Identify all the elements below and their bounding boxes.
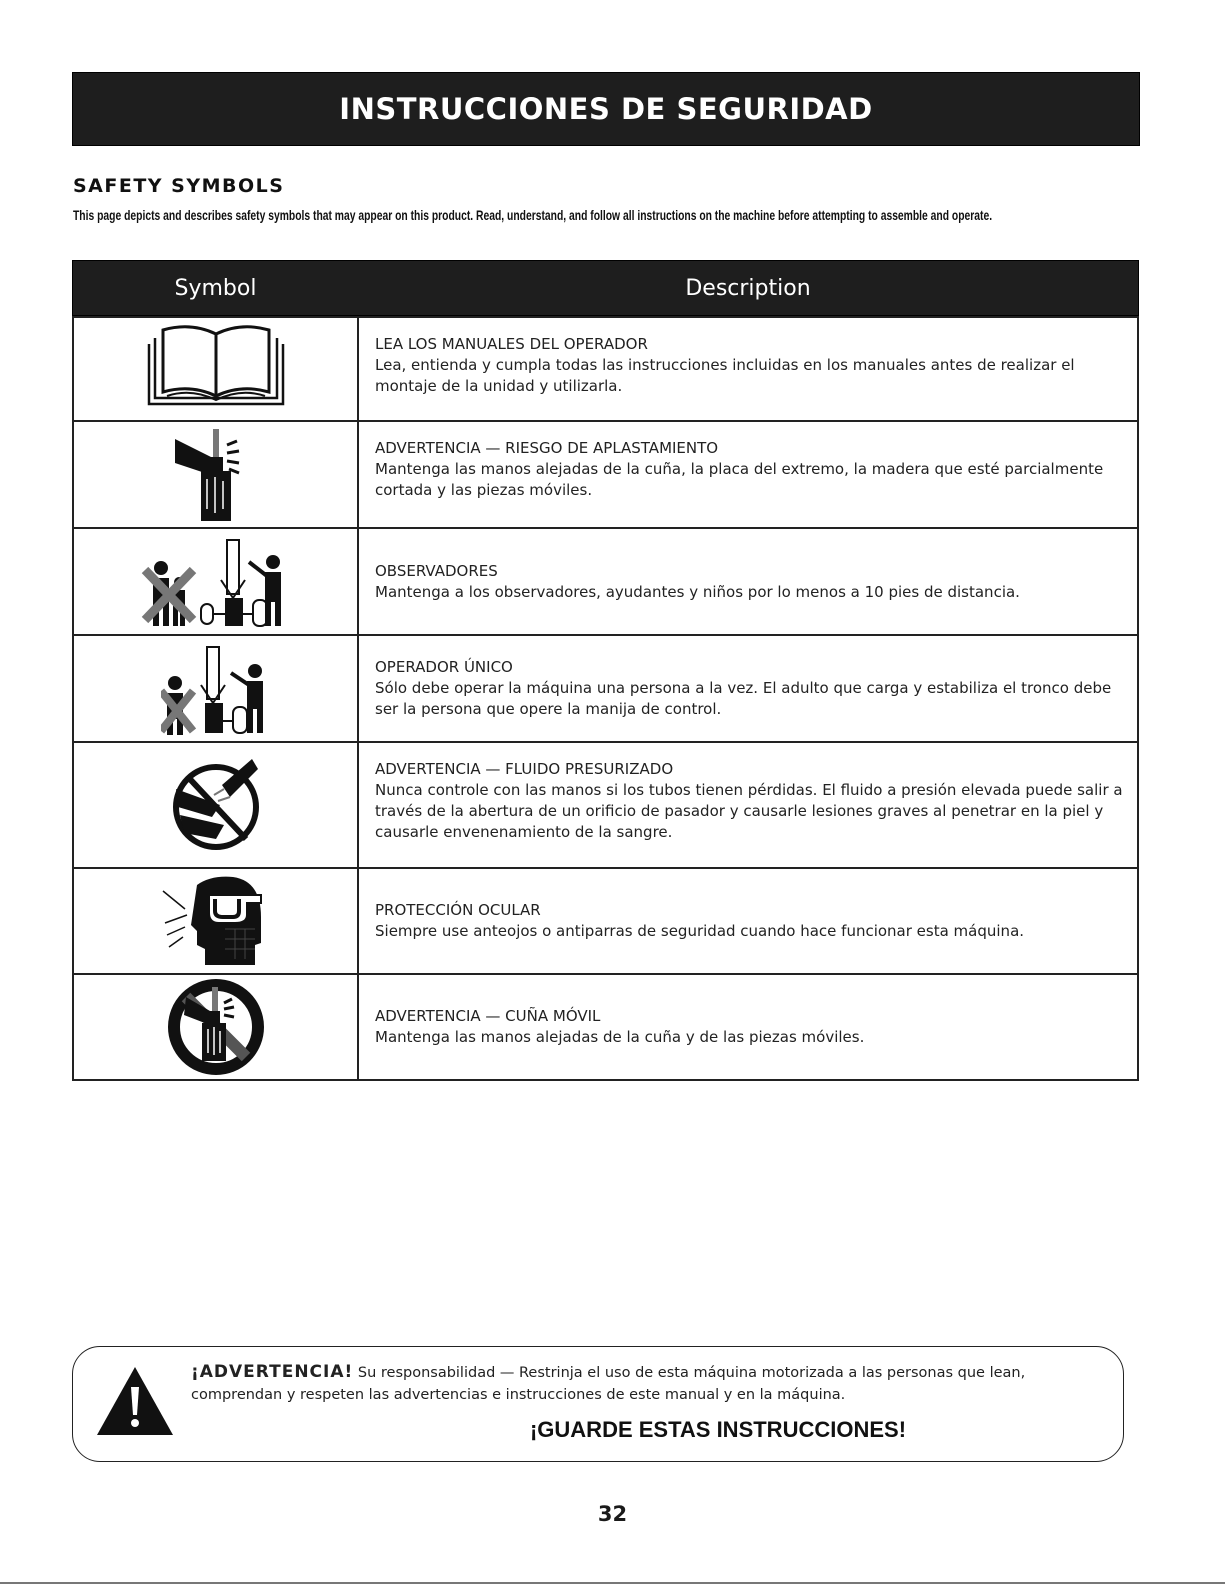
warning-body: Su responsabilidad — Restrinja el uso de esta máquina motorizada a las personas que lean, comprendan y respeten las advertencias e instrucciones de este manual y en la máquina. — [191, 1365, 1026, 1403]
table-row — [72, 975, 1139, 1081]
row-text: Siempre use anteojos o antiparras de seguridad cuando hace funcionar esta máquina. — [375, 922, 1025, 940]
moving-wedge-icon — [166, 977, 266, 1077]
warning-box — [72, 1346, 1124, 1462]
table-row — [72, 529, 1139, 636]
description-cell — [359, 975, 1137, 1079]
page-banner — [72, 72, 1140, 146]
page-number: 32 — [597, 1502, 628, 1526]
save-instructions: ¡GUARDE ESTAS INSTRUCCIONES! — [529, 1417, 907, 1442]
safety-symbols-table — [72, 260, 1139, 1081]
description-cell — [359, 869, 1137, 973]
description-cell — [359, 636, 1137, 741]
description-cell — [359, 422, 1137, 527]
row-text: Lea, entienda y cumpla todas las instrucciones incluidas en los manuales antes de realizar el montaje de la unidad y utilizarla. — [375, 356, 1075, 395]
crush-hazard-icon — [171, 427, 261, 523]
description-cell — [359, 529, 1137, 634]
row-title: OBSERVADORES — [375, 561, 498, 580]
description-cell — [359, 318, 1137, 420]
symbol-cell — [74, 975, 359, 1079]
row-text: Sólo debe operar la máquina una persona a la vez. El adulto que carga y estabiliza el tronco debe ser la persona que opere la manija de control. — [375, 679, 1112, 718]
table-row — [72, 743, 1139, 869]
bottom-divider — [0, 1582, 1225, 1584]
row-title: LEA LOS MANUALES DEL OPERADOR — [375, 335, 648, 353]
table-row — [72, 316, 1139, 422]
bystanders-icon — [141, 534, 291, 630]
table-row — [72, 869, 1139, 975]
table-row — [72, 422, 1139, 529]
symbol-cell — [74, 529, 359, 634]
header-description: Description — [685, 275, 811, 301]
single-operator-icon — [161, 641, 271, 737]
row-text: Mantenga las manos alejadas de la cuña y de las piezas móviles. — [375, 1028, 865, 1046]
symbol-cell — [74, 318, 359, 420]
table-row — [72, 636, 1139, 743]
symbol-cell — [74, 869, 359, 973]
section-title: SAFETY SYMBOLS — [73, 175, 285, 197]
warning-label: ¡ADVERTENCIA! — [191, 1362, 354, 1382]
row-title: ADVERTENCIA — FLUIDO PRESURIZADO — [375, 760, 674, 778]
row-text: Mantenga las manos alejadas de la cuña, la placa del extremo, la madera que esté parcialmente cortada y las piezas móviles. — [375, 460, 1104, 499]
header-symbol: Symbol — [174, 275, 257, 301]
section-intro: This page depicts and describes safety symbols that may appear on this product. Read, understand, and follow all instructions on the machine before attempting to assemble and operate. — [73, 208, 993, 223]
row-title: OPERADOR ÚNICO — [375, 658, 513, 676]
row-text: Mantenga a los observadores, ayudantes y niños por lo menos a 10 pies de distancia. — [375, 582, 1020, 601]
symbol-cell — [74, 422, 359, 527]
description-cell — [359, 743, 1137, 867]
eye-protection-icon — [161, 873, 271, 969]
warning-text — [191, 1361, 1091, 1406]
symbol-cell — [74, 636, 359, 741]
row-title: PROTECCIÓN OCULAR — [375, 901, 541, 919]
open-book-icon — [141, 324, 291, 414]
row-title: ADVERTENCIA — CUÑA MÓVIL — [375, 1007, 601, 1025]
banner-title: INSTRUCCIONES DE SEGURIDAD — [339, 92, 873, 126]
pressurized-fluid-icon — [166, 755, 266, 855]
row-text: Nunca controle con las manos si los tubos tienen pérdidas. El fluido a presión elevada puede salir a través de la abertura de un orificio de pasador y causarle lesiones graves al penetrar en la piel y causarle envenenamiento de la sangre. — [375, 781, 1123, 841]
row-title: ADVERTENCIA — RIESGO DE APLASTAMIENTO — [375, 439, 719, 457]
table-header — [72, 260, 1139, 316]
symbol-cell — [74, 743, 359, 867]
